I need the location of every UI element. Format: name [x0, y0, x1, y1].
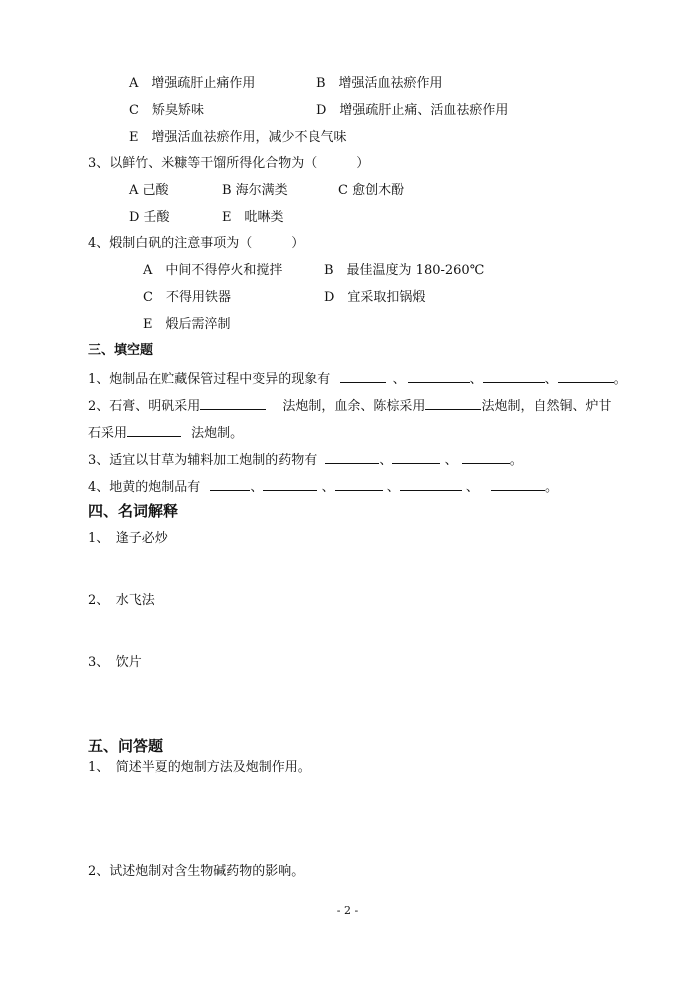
fill-2-line-2	[88, 424, 243, 442]
section3-title: 三、填空题	[88, 343, 154, 358]
fill-4-blank-2[interactable]	[263, 478, 317, 491]
fill-4-end: 。	[545, 480, 559, 495]
fill-2-blank-2[interactable]	[425, 397, 481, 410]
fill-4-blank-4[interactable]	[400, 478, 462, 491]
fill-1-blank-2[interactable]	[408, 370, 470, 383]
fill-4	[88, 478, 558, 496]
fill-4-text: 4、地黄的炮制品有	[88, 480, 201, 495]
fill-1-blank-3[interactable]	[483, 370, 545, 383]
fill-4-sep-2: 、	[321, 480, 335, 495]
fill-3-end: 。	[509, 453, 523, 468]
q4-option-a: A 中间不得停火和搅拌	[143, 263, 283, 278]
fill-4-sep-4: 、	[465, 480, 479, 495]
fill-2-text-2: 法炮制，血余、陈棕采用	[282, 399, 426, 414]
q3-stem: 3、以鲜竹、米糠等干馏所得化合物为（ ）	[88, 156, 370, 171]
fill-3-blank-2[interactable]	[392, 451, 440, 464]
q3-option-e: E 吡啉类	[222, 210, 284, 225]
q4-option-e: E 煅后需淬制	[143, 317, 231, 332]
term-1: 1、 逢子必炒	[88, 531, 168, 546]
q2-option-a: A 增强疏肝止痛作用	[129, 76, 256, 91]
fill-2-text-4: 石采用	[88, 426, 128, 441]
fill-3-blank-1[interactable]	[325, 451, 379, 464]
essay-question-2: 2、试述炮制对含生物碱药物的影响。	[88, 864, 305, 879]
fill-1-sep-2: 、	[469, 372, 483, 387]
fill-4-sep-3: 、	[386, 480, 400, 495]
fill-3	[88, 451, 523, 469]
q4-option-c: C 不得用铁器	[143, 290, 231, 305]
fill-1	[88, 370, 627, 388]
section4-title: 四、名词解释	[88, 502, 179, 520]
fill-4-blank-5[interactable]	[491, 478, 545, 491]
fill-2-text-1: 2、石膏、明矾采用	[88, 399, 201, 414]
fill-1-sep-3: 、	[544, 372, 558, 387]
q2-option-e: E 增强活血祛瘀作用，减少不良气味	[129, 130, 347, 145]
q3-option-d: D 壬酸	[129, 210, 170, 225]
fill-2-blank-3[interactable]	[127, 424, 181, 437]
term-3: 3、 饮片	[88, 655, 142, 670]
fill-4-sep-1: 、	[250, 480, 264, 495]
q2-option-c: C 矫臭矫味	[129, 103, 204, 118]
q2-option-d: D 增强疏肝止痛、活血祛瘀作用	[316, 103, 509, 118]
fill-3-blank-3[interactable]	[462, 451, 510, 464]
q3-option-b: B 海尔满类	[222, 183, 288, 198]
fill-1-text: 1、炮制品在贮藏保管过程中变异的现象有	[88, 372, 331, 387]
essay-question-1: 1、 简述半夏的炮制方法及炮制作用。	[88, 760, 311, 775]
q3-option-a: A 己酸	[129, 183, 169, 198]
fill-1-end: 。	[613, 372, 627, 387]
fill-2-blank-1[interactable]	[200, 397, 266, 410]
q2-option-b: B 增强活血祛瘀作用	[316, 76, 443, 91]
fill-4-blank-1[interactable]	[210, 478, 250, 491]
fill-1-blank-4[interactable]	[558, 370, 614, 383]
fill-1-blank-1[interactable]	[340, 370, 386, 383]
fill-3-text: 3、适宜以甘草为辅料加工炮制的药物有	[88, 453, 318, 468]
fill-2-text-5: 法炮制。	[191, 426, 244, 441]
q3-option-c: C 愈创木酚	[338, 183, 405, 198]
fill-3-sep-1: 、	[379, 453, 393, 468]
fill-1-sep-1: 、	[392, 372, 406, 387]
q4-option-d: D 宜采取扣锅煅	[324, 290, 426, 305]
section5-title: 五、问答题	[88, 737, 164, 755]
q4-option-b: B 最佳温度为 180-260℃	[324, 263, 485, 278]
fill-3-sep-2: 、	[444, 453, 458, 468]
fill-2-line-1	[88, 397, 611, 415]
fill-4-blank-3[interactable]	[335, 478, 383, 491]
page-number: - 2 -	[336, 904, 359, 917]
fill-2-text-3: 法炮制，自然铜、炉甘	[481, 399, 612, 414]
q4-stem: 4、煅制白矾的注意事项为（ ）	[88, 236, 305, 251]
term-2: 2、 水飞法	[88, 593, 155, 608]
